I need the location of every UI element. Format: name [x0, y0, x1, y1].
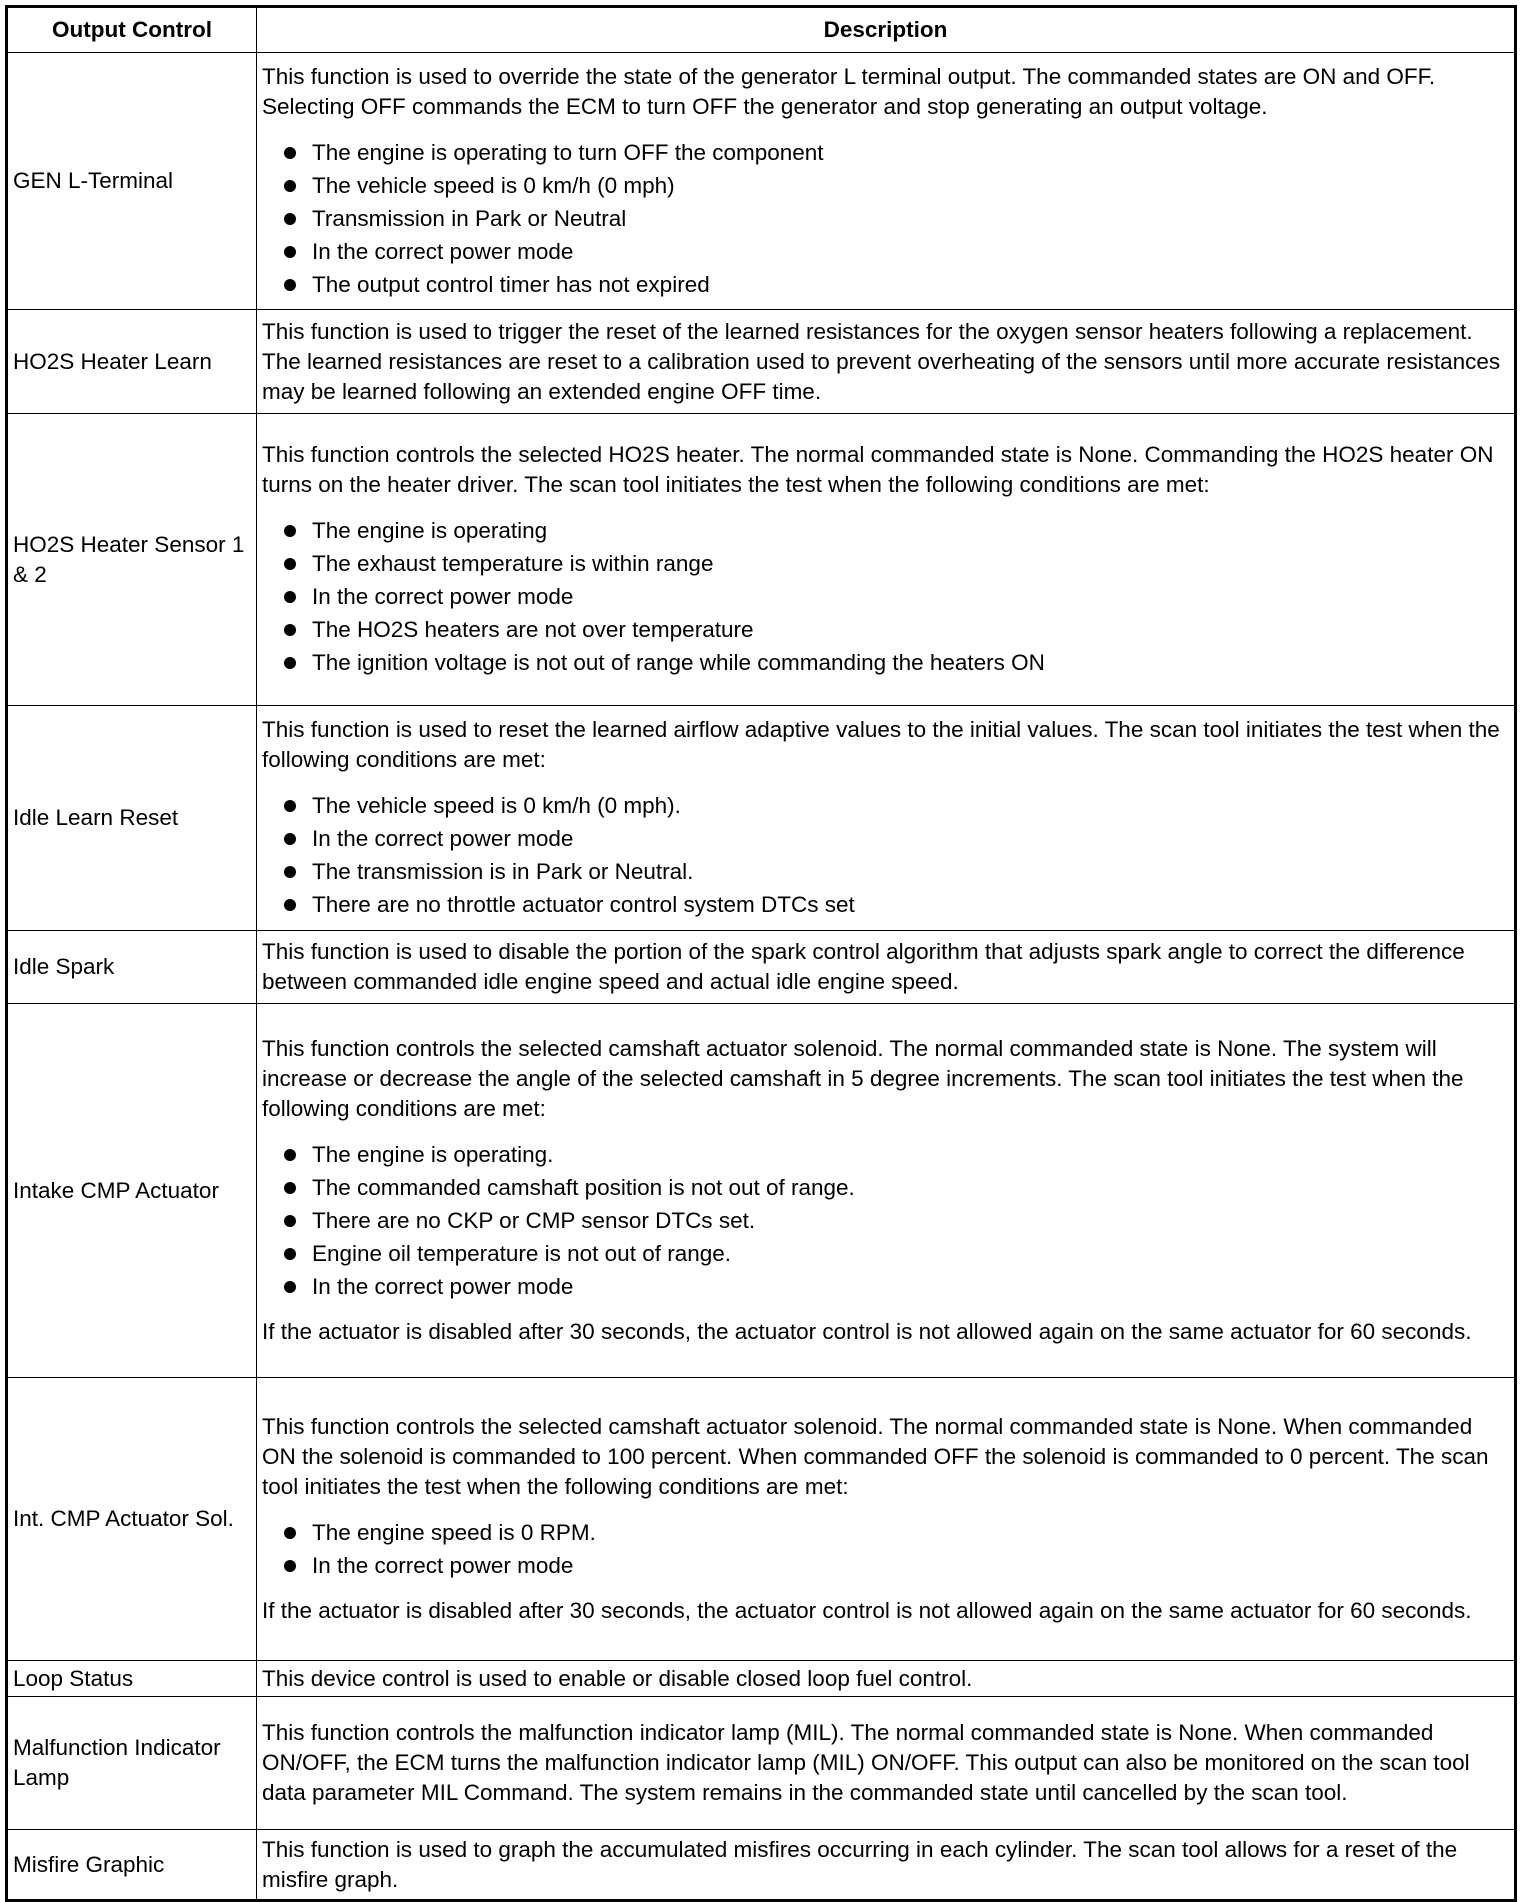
condition-text: In the correct power mode: [312, 1553, 574, 1578]
header-output-control: Output Control: [7, 7, 257, 53]
condition-item: [282, 855, 1509, 888]
description-cell: [257, 1697, 1516, 1830]
description-cell: [257, 706, 1516, 931]
description-text: This function controls the selected camshaft actuator solenoid. The normal commanded state is None. When commanded ON the solenoid is commanded to 100 percent. When commanded OFF the solenoid is commanded to 0 percent. The scan tool initiates the test when the following conditions are met:: [262, 1414, 1489, 1499]
output-control-name: GEN L-Terminal: [7, 53, 257, 310]
condition-text: Transmission in Park or Neutral: [312, 205, 627, 231]
condition-item: [282, 822, 1509, 855]
bullet-icon: [284, 1215, 296, 1227]
output-control-table: [5, 5, 1517, 1902]
table-row: [7, 706, 1516, 931]
condition-item: [282, 136, 1509, 169]
description-text: This function is used to disable the portion of the spark control algorithm that adjusts spark angle to correct the difference between commanded idle engine speed and actual idle engine speed.: [262, 939, 1465, 994]
description-text: This function is used to trigger the reset of the learned resistances for the oxygen sensor heaters following a replacement. The learned resistances are reset to a calibration used to prevent overheating of the sensors until more accurate resistances may be learned following an extended engine OFF time.: [262, 318, 1501, 404]
output-control-name: HO2S Heater Sensor 1 & 2: [7, 414, 257, 706]
table-row: [7, 1830, 1516, 1901]
condition-text: The transmission is in Park or Neutral.: [312, 859, 694, 884]
condition-item: [282, 613, 1509, 646]
condition-text: The vehicle speed is 0 km/h (0 mph).: [312, 793, 681, 818]
table-row: [7, 310, 1516, 414]
description-text: This function controls the selected camshaft actuator solenoid. The normal commanded state is None. The system will increase or decrease the angle of the selected camshaft in 5 degree increments. The scan tool initiates the test when the following conditions are met:: [262, 1036, 1464, 1121]
bullet-icon: [284, 1560, 296, 1572]
condition-text: The output control timer has not expired: [312, 271, 710, 297]
description-text: This function controls the selected HO2S heater. The normal commanded state is None. Commanding the HO2S heater ON turns on the heater driver. The scan tool initiates the test when the following conditions are met:: [262, 442, 1494, 497]
condition-item: [282, 1171, 1509, 1204]
bullet-icon: [284, 657, 296, 669]
condition-text: In the correct power mode: [312, 238, 574, 264]
bullet-icon: [284, 591, 296, 603]
bullet-icon: [284, 833, 296, 845]
description-cell: [257, 1661, 1516, 1697]
condition-text: In the correct power mode: [312, 826, 574, 851]
description-cell: [257, 1378, 1516, 1661]
bullet-icon: [284, 558, 296, 570]
description-cell: [257, 931, 1516, 1004]
condition-item: [282, 646, 1509, 679]
condition-text: The HO2S heaters are not over temperature: [312, 617, 754, 642]
bullet-icon: [284, 1149, 296, 1161]
description-text: This function is used to graph the accumulated misfires occurring in each cylinder. The scan tool allows for a reset of the misfire graph.: [262, 1836, 1458, 1892]
bullet-icon: [284, 1281, 296, 1293]
bullet-icon: [284, 1182, 296, 1194]
output-control-name: Int. CMP Actuator Sol.: [7, 1378, 257, 1661]
table-row: [7, 414, 1516, 706]
condition-item: [282, 202, 1509, 235]
bullet-icon: [284, 147, 296, 159]
description-cell: [257, 310, 1516, 414]
bullet-icon: [284, 624, 296, 636]
table-row: [7, 1697, 1516, 1830]
condition-item: [282, 514, 1509, 547]
condition-text: The engine is operating.: [312, 1142, 554, 1167]
output-control-name: Idle Spark: [7, 931, 257, 1004]
condition-text: The ignition voltage is not out of range while commanding the heaters ON: [312, 650, 1045, 675]
table-row: [7, 1661, 1516, 1697]
condition-item: [282, 789, 1509, 822]
condition-item: [282, 580, 1509, 613]
bullet-icon: [284, 1248, 296, 1260]
condition-text: The engine is operating to turn OFF the component: [312, 139, 824, 165]
condition-item: [282, 268, 1509, 301]
condition-item: [282, 888, 1509, 921]
condition-text: There are no CKP or CMP sensor DTCs set.: [312, 1208, 756, 1233]
condition-text: Engine oil temperature is not out of range.: [312, 1241, 732, 1266]
table-row: [7, 53, 1516, 310]
output-control-name: Misfire Graphic: [7, 1830, 257, 1901]
description-cell: [257, 53, 1516, 310]
output-control-name: Idle Learn Reset: [7, 706, 257, 931]
output-control-name: Intake CMP Actuator: [7, 1004, 257, 1378]
description-note: If the actuator is disabled after 30 seconds, the actuator control is not allowed again on the same actuator for 60 seconds.: [262, 1319, 1472, 1344]
table-row: [7, 931, 1516, 1004]
table-row: [7, 1378, 1516, 1661]
description-text: This function is used to reset the learned airflow adaptive values to the initial values. The scan tool initiates the test when the following conditions are met:: [262, 717, 1500, 772]
bullet-icon: [284, 213, 296, 225]
description-note: If the actuator is disabled after 30 seconds, the actuator control is not allowed again on the same actuator for 60 seconds.: [262, 1598, 1472, 1623]
condition-item: [282, 1237, 1509, 1270]
condition-text: The engine is operating: [312, 518, 548, 543]
condition-item: [282, 235, 1509, 268]
conditions-list: [262, 1138, 1509, 1303]
table-header-row: [7, 7, 1516, 53]
bullet-icon: [284, 899, 296, 911]
condition-text: In the correct power mode: [312, 1274, 574, 1299]
condition-item: [282, 1138, 1509, 1171]
bullet-icon: [284, 800, 296, 812]
output-control-name: Malfunction Indicator Lamp: [7, 1697, 257, 1830]
condition-text: The commanded camshaft position is not out of range.: [312, 1175, 855, 1200]
output-control-name: HO2S Heater Learn: [7, 310, 257, 414]
conditions-list: [262, 136, 1509, 301]
condition-item: [282, 547, 1509, 580]
bullet-icon: [284, 180, 296, 192]
bullet-icon: [284, 525, 296, 537]
condition-item: [282, 1516, 1509, 1549]
condition-text: There are no throttle actuator control system DTCs set: [312, 892, 855, 917]
description-cell: [257, 1004, 1516, 1378]
bullet-icon: [284, 1527, 296, 1539]
conditions-list: [262, 514, 1509, 679]
description-cell: [257, 414, 1516, 706]
output-control-name: Loop Status: [7, 1661, 257, 1697]
condition-text: The engine speed is 0 RPM.: [312, 1520, 596, 1545]
condition-item: [282, 1204, 1509, 1237]
condition-item: [282, 1270, 1509, 1303]
bullet-icon: [284, 279, 296, 291]
bullet-icon: [284, 866, 296, 878]
condition-item: [282, 1549, 1509, 1582]
condition-text: The exhaust temperature is within range: [312, 551, 714, 576]
header-description: Description: [257, 7, 1516, 53]
condition-text: In the correct power mode: [312, 584, 574, 609]
conditions-list: [262, 1516, 1509, 1582]
bullet-icon: [284, 246, 296, 258]
description-text: This function controls the malfunction indicator lamp (MIL). The normal commanded state is None. When commanded ON/OFF, the ECM turns the malfunction indicator lamp (MIL) ON/OFF. This output can also be monitored on the scan tool data parameter MIL Command. The system remains in the commanded state until cancelled by the scan tool.: [262, 1720, 1470, 1805]
description-cell: [257, 1830, 1516, 1901]
table-row: [7, 1004, 1516, 1378]
condition-item: [282, 169, 1509, 202]
description-text: This device control is used to enable or disable closed loop fuel control.: [262, 1665, 973, 1691]
condition-text: The vehicle speed is 0 km/h (0 mph): [312, 172, 675, 198]
description-text: This function is used to override the state of the generator L terminal output. The commanded states are ON and OFF. Selecting OFF commands the ECM to turn OFF the generator and stop generating an output voltage.: [262, 63, 1436, 119]
conditions-list: [262, 789, 1509, 921]
